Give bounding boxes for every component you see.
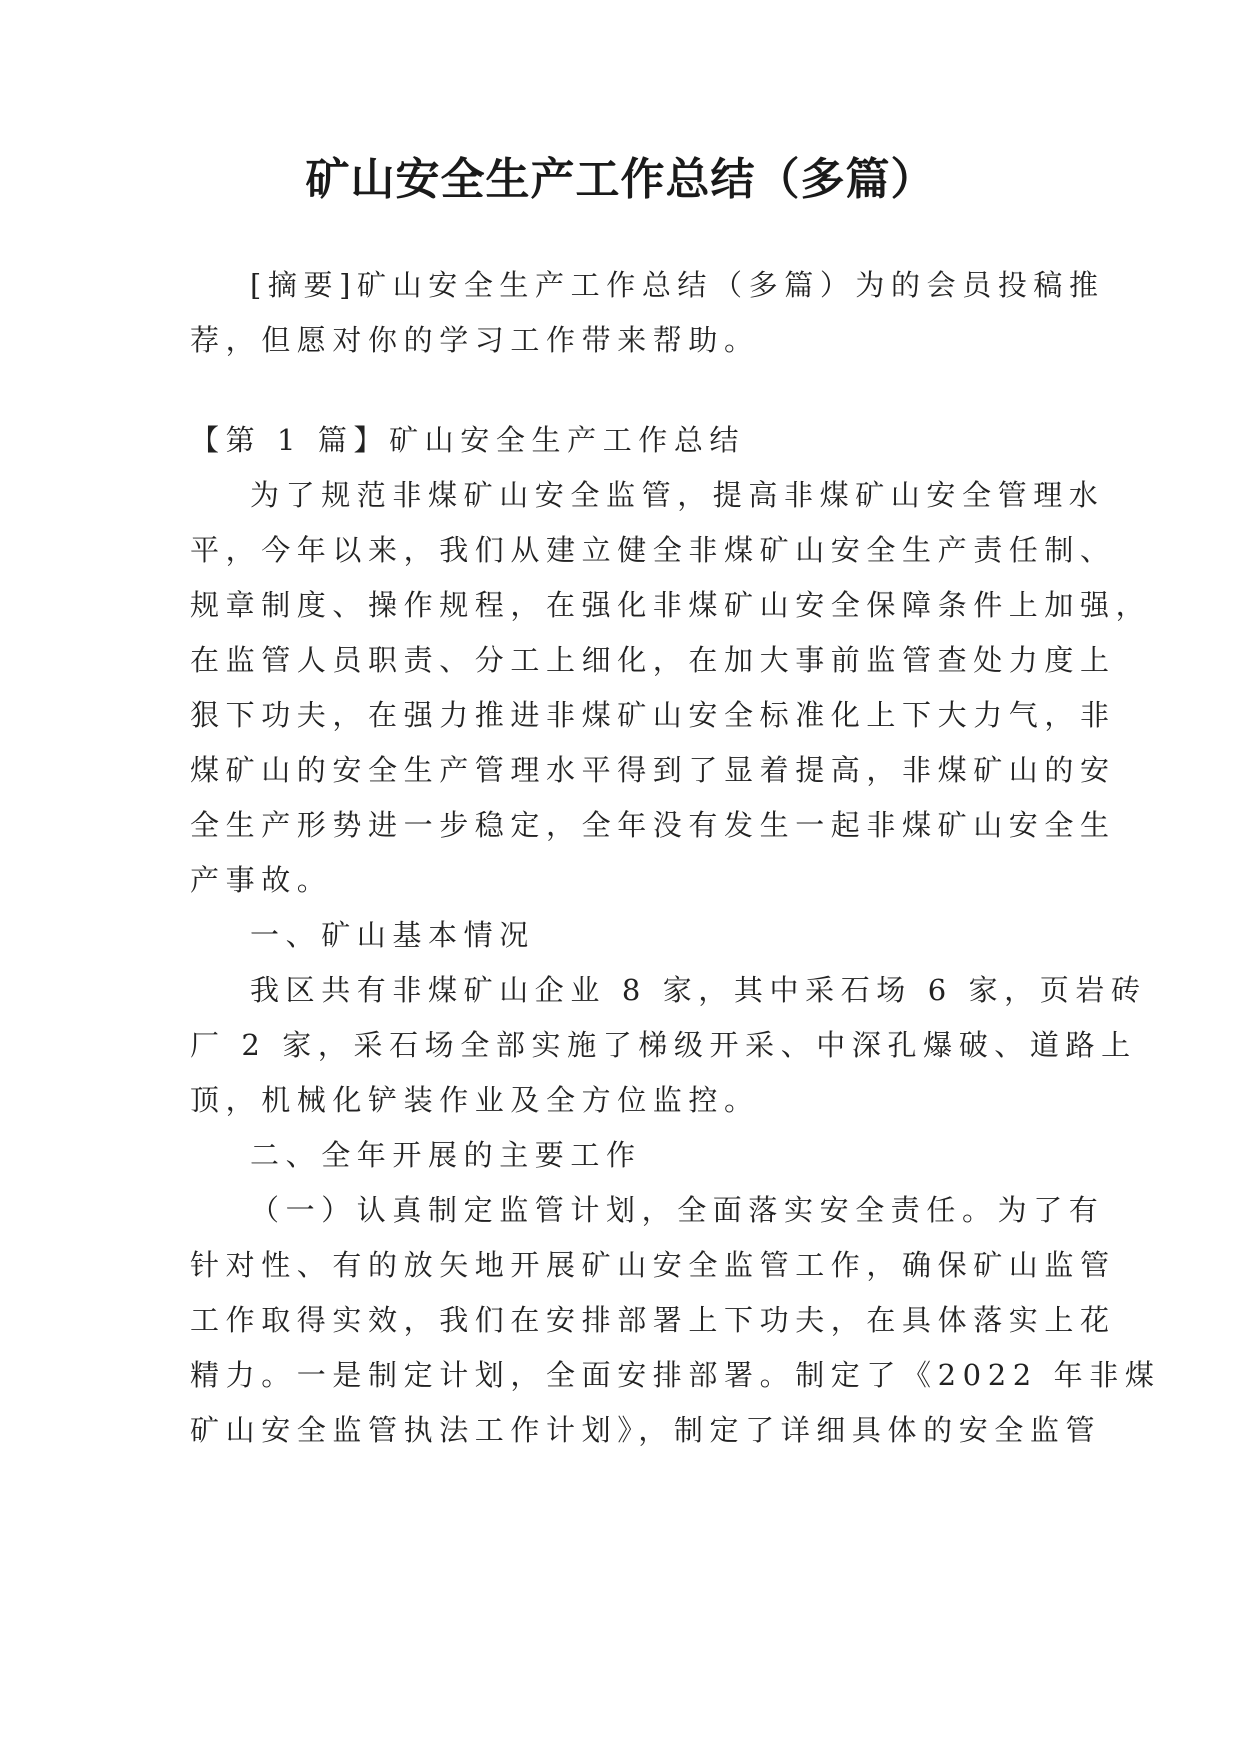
paragraph-line: 顶，机械化铲装作业及全方位监控。 [190, 1083, 760, 1117]
paragraph-line: 产事故。 [190, 863, 333, 897]
paragraph-line: 厂 2 家，采石场全部实施了梯级开采、中深孔爆破、道路上 [190, 1028, 1137, 1062]
paragraph-line: 在监管人员职责、分工上细化，在加大事前监管查处力度上 [190, 643, 1116, 677]
paragraph-line: 我区共有非煤矿山企业 8 家，其中采石场 6 家，页岩砖 [250, 973, 1147, 1007]
paragraph-line: 平，今年以来，我们从建立健全非煤矿山安全生产责任制、 [190, 533, 1116, 567]
abstract-line-1: [摘要]矿山安全生产工作总结（多篇）为的会员投稿推 [250, 268, 1105, 302]
paragraph-line: 精力。一是制定计划，全面安排部署。制定了《2022 年非煤 [190, 1358, 1161, 1392]
paragraph-line: 煤矿山的安全生产管理水平得到了显着提高，非煤矿山的安 [190, 753, 1116, 787]
subheading-1: 一、矿山基本情况 [250, 918, 535, 952]
paragraph-line: 为了规范非煤矿山安全监管，提高非煤矿山安全管理水 [250, 478, 1105, 512]
paragraph-line: 规章制度、操作规程，在强化非煤矿山安全保障条件上加强， [190, 588, 1152, 622]
section-heading: 【第 1 篇】矿山安全生产工作总结 [190, 423, 746, 457]
paragraph-line: 全生产形势进一步稳定，全年没有发生一起非煤矿山安全生 [190, 808, 1116, 842]
paragraph-line: 狠下功夫，在强力推进非煤矿山安全标准化上下大力气，非 [190, 698, 1116, 732]
paragraph-line: 针对性、有的放矢地开展矿山安全监管工作，确保矿山监管 [190, 1248, 1116, 1282]
subheading-2: 二、全年开展的主要工作 [250, 1138, 642, 1172]
paragraph-line: 矿山安全监管执法工作计划》，制定了详细具体的安全监管 [190, 1413, 1102, 1447]
document-title: 矿山安全生产工作总结（多篇） [305, 154, 936, 205]
abstract-line-2: 荐，但愿对你的学习工作带来帮助。 [190, 323, 760, 357]
paragraph-line: （一）认真制定监管计划，全面落实安全责任。为了有 [250, 1193, 1105, 1227]
paragraph-line: 工作取得实效，我们在安排部署上下功夫，在具体落实上花 [190, 1303, 1116, 1337]
